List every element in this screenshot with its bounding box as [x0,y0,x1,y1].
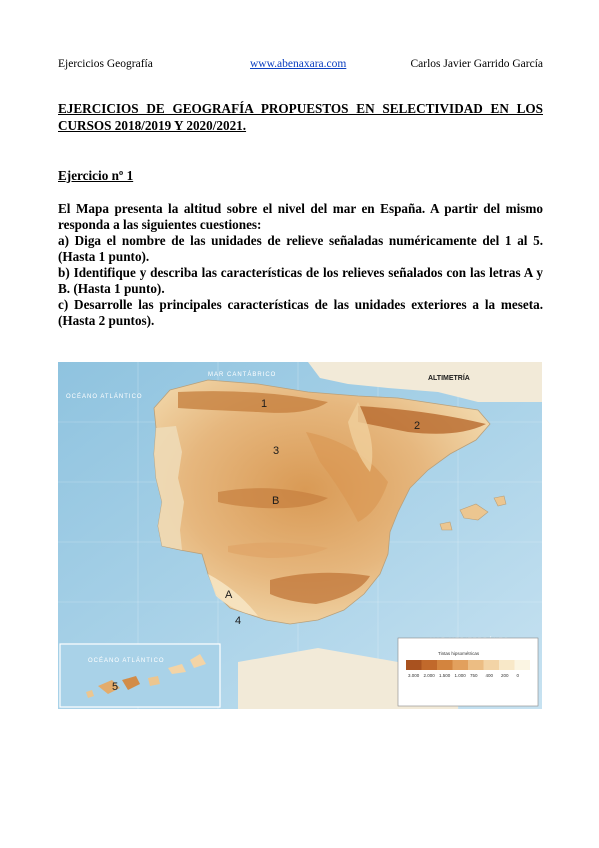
document-title: EJERCICIOS DE GEOGRAFÍA PROPUESTOS EN SELECTIVIDAD EN LOS CURSOS 2018/2019 Y 2020/2021. [58,101,543,133]
header-author: Carlos Javier Garrido García [410,58,543,70]
canary-inset [60,644,220,707]
marker-4: 4 [235,615,242,627]
legend-value: 3.000 [408,673,420,678]
sea-north-label: MAR CANTÁBRICO [208,372,277,378]
legend-swatch [422,660,438,670]
ocean-label: OCÉANO ATLÁNTICO [66,394,143,400]
marker-5: 5 [112,681,119,693]
legend-value: 0 [516,673,520,678]
header-left: Ejercicios Geografía [58,58,153,70]
map-legend [398,638,538,706]
map-title: ALTIMETRÍA [428,375,470,382]
legend-value: 200 [501,673,509,678]
marker-b: B [272,495,280,507]
exercise-body [58,201,543,329]
exercise-intro: El Mapa presenta la altitud sobre el nivel del mar en España. A partir del mismo responda a las siguientes cuestiones: [58,201,543,232]
question-b: b) Identifique y describa las características de los relieves señalados con las letras A y B. (Hasta 1 punto). [58,265,543,296]
legend-swatch [437,660,453,670]
legend-value: 1.500 [439,673,451,678]
question-a: a) Diga el nombre de las unidades de relieve señaladas numéricamente del 1 al 5. (Hasta 1 punto). [58,233,543,264]
legend-swatch [406,660,422,670]
legend-value: 2.000 [423,673,435,678]
legend-swatch [515,660,531,670]
canary-ocean-label: OCÉANO ATLÁNTICO [88,658,165,664]
relief-map [58,362,542,709]
legend-swatch [468,660,484,670]
exercise-heading: Ejercicio nº 1 [58,168,134,183]
legend-swatch [484,660,500,670]
legend-value: 1.000 [454,673,466,678]
header-link[interactable]: www.abenaxara.com [250,58,347,70]
page-header [58,58,543,74]
legend-value: 400 [485,673,494,678]
marker-1: 1 [261,398,268,410]
legend-title: Tintas hipsométricas [438,651,480,656]
question-c: c) Desarrolle las principales características de las unidades exteriores a la meseta. (Hasta 2 puntos). [58,297,543,328]
marker-3: 3 [273,445,280,457]
marker-2: 2 [414,420,421,432]
legend-swatch [499,660,515,670]
legend-value: 750 [470,673,478,678]
marker-a: A [225,589,233,601]
legend-swatch [453,660,469,670]
